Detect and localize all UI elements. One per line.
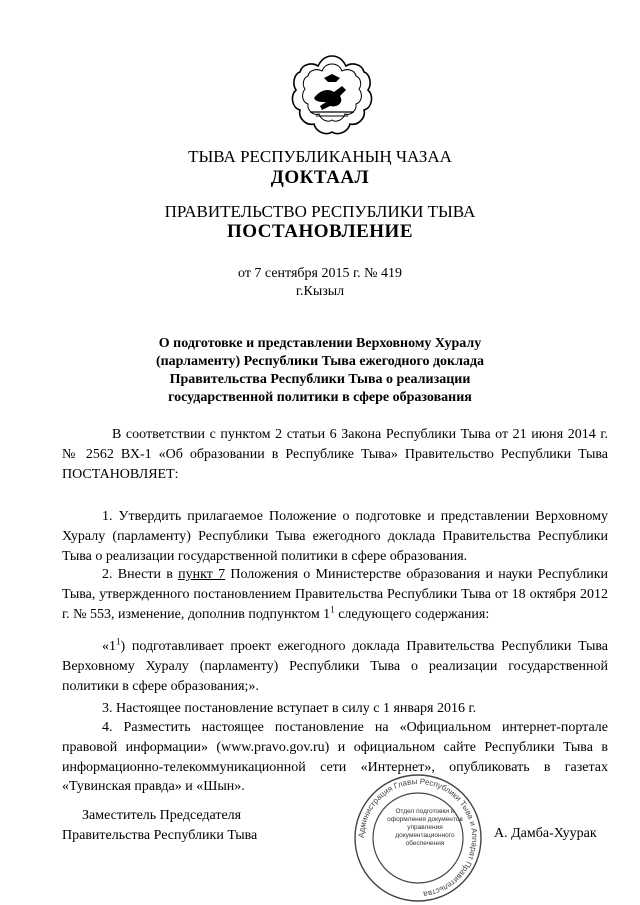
tyva-document-type: ДОКТААЛ	[270, 167, 370, 188]
position-line-1: Заместитель Председателя	[82, 808, 242, 823]
signatory-position	[62, 806, 257, 846]
item-2-text-b: Положения о Министерстве образования и науки Республики Тыва, утвержденного постановлением Правительства Республики Тыва от 18 октября 2012 г. № 553, изменение, дополнив подпунктом 1	[62, 567, 608, 622]
quote-text-b: ) подготавливает проект ежегодного доклада Правительства Республики Тыва Верховному Хуралу (парламенту) Республики Тыва о реализации государственной политики в сфере образования;».	[62, 639, 608, 694]
quote-superscript: 1	[116, 636, 121, 647]
document-city: г.Кызыл	[295, 284, 345, 299]
item-1-paragraph: 1. Утвердить прилагаемое Положение о подготовке и представлении Верховному Хуралу (парламенту) Республики Тыва ежегодного доклада Правительства Республики Тыва о реализации государственной политики в сфере образования.	[62, 509, 608, 564]
title-line: О подготовке и представлении Верховному Хуралу	[158, 336, 482, 351]
item-2-text-a: 2. Внести в	[102, 567, 179, 582]
stamp-ring-text: Администрация Главы Республики Тыва и Аппарат Правительства	[356, 776, 480, 899]
item-2-paragraph	[62, 565, 608, 624]
tyva-government-title: ТЫВА РЕСПУБЛИКАНЫҢ ЧАЗАА	[188, 147, 452, 166]
item-3-paragraph: 3. Настоящее постановление вступает в силу с 1 января 2016 г.	[102, 701, 477, 716]
stamp-center-text: Отдел подготовки и оформления документов управления документационного обеспечения	[387, 808, 463, 847]
coat-of-arms-emblem	[290, 52, 374, 138]
item-2-link[interactable]: пункт 7	[178, 567, 226, 582]
signatory-name: А. Дамба-Хуурак	[494, 826, 597, 841]
item-2-superscript: 1	[330, 603, 335, 614]
document-subject-title	[120, 335, 520, 407]
title-line: государственной политики в сфере образования	[168, 390, 472, 405]
government-title: ПРАВИТЕЛЬСТВО РЕСПУБЛИКИ ТЫВА	[164, 202, 476, 221]
document-type: ПОСТАНОВЛЕНИЕ	[226, 221, 414, 242]
item-4-paragraph: 4. Разместить настоящее постановление на «Официальном интернет-портале правовой информации» (www.pravo.gov.ru) и официальном сайте Республики Тыва в информационно-телекоммуникационной сети «Интернет», опубликовать в газетах «Тувинская правда» и «Шын».	[62, 720, 608, 795]
document-date-number: от 7 сентября 2015 г. № 419	[238, 266, 402, 281]
quote-text-a: «1	[102, 639, 116, 654]
preamble-paragraph: В соответствии с пунктом 2 статьи 6 Закона Республики Тыва от 21 июня 2014 г. № 2562 ВХ-1 «Об образовании в Республике Тыва» Правительство Республики Тыва ПОСТАНОВЛЯЕТ:	[62, 427, 608, 482]
item-2-text-c: следующего содержания:	[334, 606, 490, 622]
title-line: Правительства Республики Тыва о реализации	[169, 372, 471, 387]
title-line: (парламенту) Республики Тыва ежегодного доклада	[155, 354, 485, 369]
position-line-2: Правительства Республики Тыва	[62, 828, 258, 843]
quote-paragraph	[62, 637, 608, 696]
